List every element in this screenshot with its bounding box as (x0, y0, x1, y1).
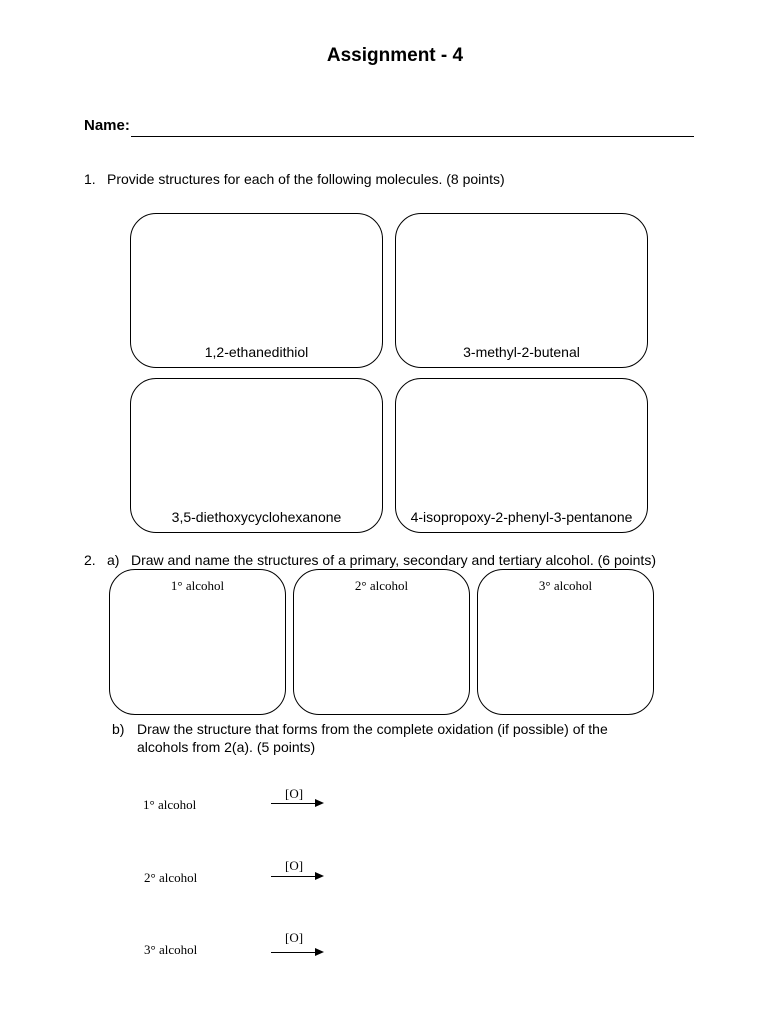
answer-box-molecule-3[interactable] (130, 378, 383, 533)
arrow-head-icon (315, 948, 324, 956)
answer-box-secondary-alcohol[interactable] (293, 569, 470, 715)
oxidation-reagent: [O] (285, 930, 304, 945)
arrow-head-icon (315, 799, 324, 807)
name-input-line[interactable] (131, 136, 694, 137)
q2b-marker: b) (112, 721, 125, 737)
oxidation-row-label: 2° alcohol (144, 870, 198, 885)
reaction-arrow (271, 803, 316, 804)
reaction-arrow (271, 876, 316, 877)
molecule-label: 3-methyl-2-butenal (463, 344, 580, 360)
q1-number: 1. (84, 171, 96, 187)
oxidation-row-label: 1° alcohol (143, 797, 197, 812)
oxidation-row-label: 3° alcohol (144, 942, 198, 957)
q2-number: 2. (84, 552, 96, 568)
answer-box-molecule-1[interactable] (130, 213, 383, 368)
molecule-label: 4-isopropoxy-2-phenyl-3-pentanone (410, 509, 633, 525)
reaction-arrow (271, 952, 316, 953)
alcohol-label: 3° alcohol (538, 578, 593, 593)
answer-box-tertiary-alcohol[interactable] (477, 569, 654, 715)
answer-box-molecule-4[interactable] (395, 378, 648, 533)
answer-box-primary-alcohol[interactable] (109, 569, 286, 715)
q2b-text-line-2: alcohols from 2(a). (5 points) (137, 739, 316, 755)
q2b-text-line-1: Draw the structure that forms from the complete oxidation (if possible) of the (137, 721, 608, 737)
q1-text: Provide structures for each of the following molecules. (8 points) (107, 171, 505, 187)
oxidation-reagent: [O] (285, 858, 304, 873)
alcohol-label: 2° alcohol (354, 578, 409, 593)
page-title: Assignment - 4 (326, 45, 464, 66)
molecule-label: 1,2-ethanedithiol (204, 344, 309, 360)
alcohol-label: 1° alcohol (170, 578, 225, 593)
q2a-text: Draw and name the structures of a primary, secondary and tertiary alcohol. (6 points) (131, 552, 656, 568)
molecule-label: 3,5-diethoxycyclohexanone (171, 509, 342, 525)
arrow-head-icon (315, 872, 324, 880)
oxidation-reagent: [O] (285, 786, 304, 801)
q2a-marker: a) (107, 552, 120, 568)
answer-box-molecule-2[interactable] (395, 213, 648, 368)
name-label: Name: (84, 117, 130, 134)
